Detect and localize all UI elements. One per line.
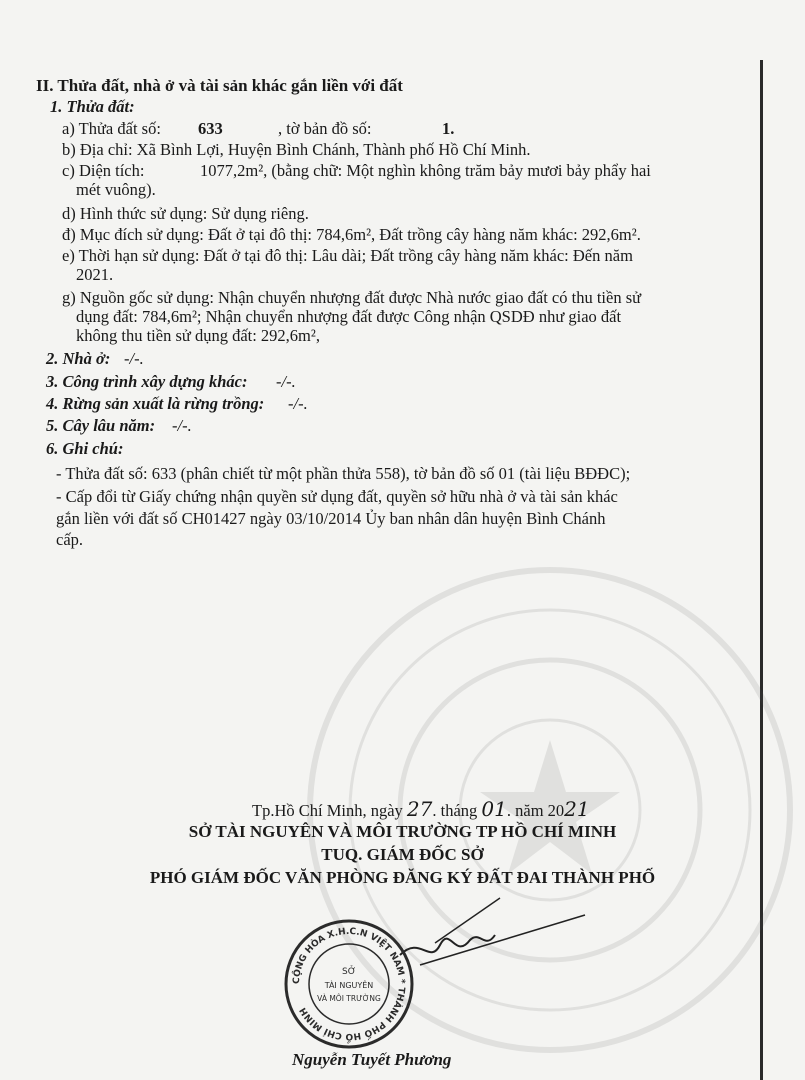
year-label: . năm 20 — [506, 801, 565, 820]
forest-value: -/-. — [288, 394, 308, 413]
usage-origin: g) Nguồn gốc sử dụng: Nhận chuyển nhượng đất được Nhà nước giao đất có thu tiền sử — [62, 288, 642, 307]
official-seal-icon — [283, 918, 415, 1050]
usage-purpose: đ) Mục đích sử dụng: Đất ở tại đô thị: 784,6m², Đất trồng cây hàng năm khác: 292,6m². — [62, 225, 641, 244]
area-label: c) Diện tích: — [62, 161, 145, 180]
usage-term-cont: 2021. — [76, 265, 114, 284]
address-line: b) Địa chỉ: Xã Bình Lợi, Huyện Bình Chánh, Thành phố Hồ Chí Minh. — [62, 140, 531, 159]
signing-place-date — [252, 797, 590, 821]
parcel-number-value: 633 — [198, 119, 223, 138]
perennial-label: 5. Cây lâu năm: — [46, 416, 156, 435]
authorization-line: TUQ. GIÁM ĐỐC SỞ — [321, 845, 484, 864]
construction-value: -/-. — [276, 372, 296, 391]
seal-ring-text: CỘNG HÒA X.H.C.N VIỆT NAM * THÀNH PHỐ HỒ CHÍ MINH — [291, 926, 407, 1042]
notes-line-2: - Cấp đổi từ Giấy chứng nhận quyền sử dụng đất, quyền sở hữu nhà ở và tài sản khác — [56, 487, 618, 506]
notes-line-3: gắn liền với đất số CH01427 ngày 03/10/2014 Ủy ban nhân dân huyện Bình Chánh — [56, 509, 606, 528]
seal-center-3: VÀ MÔI TRƯỜNG — [317, 994, 381, 1003]
issuing-organization: SỞ TÀI NGUYÊN VÀ MÔI TRƯỜNG TP HỒ CHÍ MINH — [188, 822, 617, 841]
seal-center-2: TÀI NGUYÊN — [324, 981, 374, 990]
usage-origin-cont-2: không thu tiền sử dụng đất: 292,6m², — [76, 326, 320, 345]
land-heading: 1. Thửa đất: — [50, 97, 135, 116]
signing-place: Tp.Hồ Chí Minh, ngày — [252, 801, 403, 820]
notes-line-1: - Thửa đất số: 633 (phân chiết từ một phần thửa 558), tờ bản đồ số 01 (tài liệu BĐĐC); — [56, 464, 631, 483]
construction-label: 3. Công trình xây dựng khác: — [46, 372, 248, 391]
signer-name: Nguyễn Tuyết Phương — [292, 1050, 452, 1069]
month-label: . tháng — [432, 801, 478, 820]
usage-form: d) Hình thức sử dụng: Sử dụng riêng. — [62, 204, 309, 223]
forest-label: 4. Rừng sản xuất là rừng trồng: — [46, 394, 265, 413]
house-value: -/-. — [124, 349, 144, 368]
signing-month: 01 — [481, 797, 507, 821]
notes-heading: 6. Ghi chú: — [46, 439, 124, 458]
area-value-cont: mét vuông). — [76, 180, 156, 199]
area-value: 1077,2m², (bằng chữ: Một nghìn không trăm bảy mươi bảy phẩy hai — [200, 161, 651, 180]
seal-center-1: SỞ — [342, 967, 356, 977]
notes-line-4: cấp. — [56, 530, 84, 549]
signer-position: PHÓ GIÁM ĐỐC VĂN PHÒNG ĐĂNG KÝ ĐẤT ĐAI THÀNH PHỐ — [149, 868, 656, 887]
map-sheet-label: , tờ bản đồ số: — [278, 119, 372, 138]
perennial-value: -/-. — [172, 416, 192, 435]
signing-year: 21 — [564, 797, 590, 821]
usage-term: e) Thời hạn sử dụng: Đất ở tại đô thị: Lâu dài; Đất trồng cây hàng năm khác: Đến năm — [62, 246, 633, 265]
usage-origin-cont: dụng đất: 784,6m²; Nhận chuyển nhượng đất được Công nhận QSDĐ như giao đất — [76, 307, 622, 326]
signing-day: 27 — [406, 797, 433, 821]
parcel-number-label: a) Thửa đất số: — [62, 119, 161, 138]
map-sheet-value: 1. — [442, 119, 455, 138]
section-title: II. Thửa đất, nhà ở và tài sản khác gắn liền với đất — [36, 76, 403, 95]
house-label: 2. Nhà ở: — [46, 349, 111, 368]
